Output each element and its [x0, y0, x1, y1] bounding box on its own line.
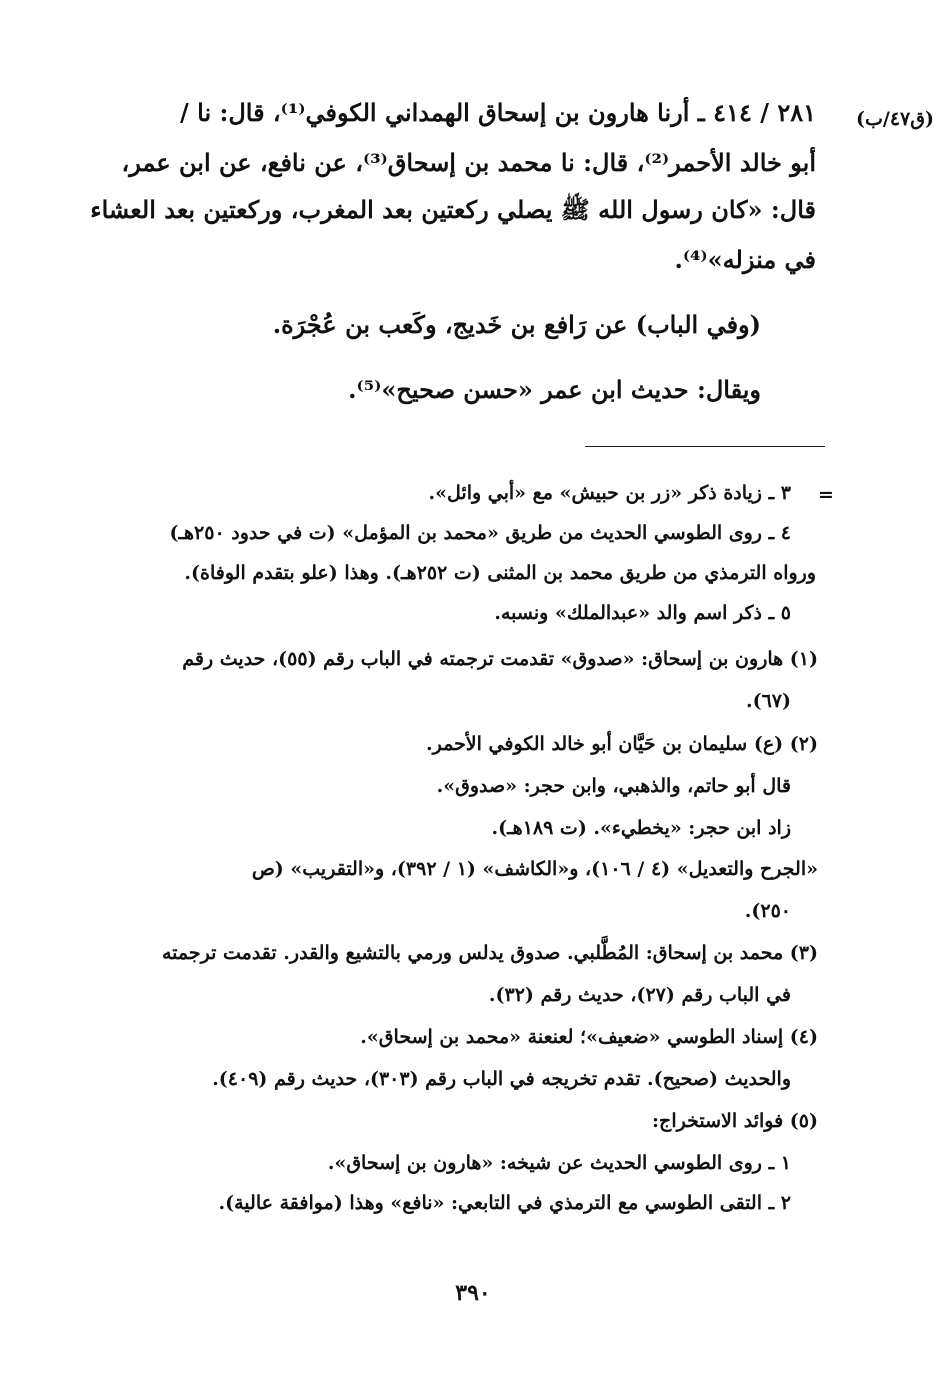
footnote-line: ٢٥٠). [744, 900, 791, 922]
footnote-line: زاد ابن حجر: «يخطيء». (ت ١٨٩هـ). [491, 817, 791, 839]
footnote-divider [585, 446, 825, 447]
main-text-line: أبو خالد الأحمر⁽²⁾، قال: نا محمد بن إسحاق⁽³⁾، عن نافع، عن ابن عمر، [121, 148, 816, 177]
footnote-line: ٥ ـ ذكر اسم والد «عبدالملك» ونسبه. [494, 602, 791, 624]
footnote-line: (١) هارون بن إسحاق: «صدوق» تقدمت ترجمته في الباب رقم (٥٥)، حديث رقم [182, 648, 818, 670]
continuation-mark: = [818, 484, 834, 506]
footnote-line: ١ ـ روى الطوسي الحديث عن شيخه: «هارون بن إسحاق». [327, 1152, 791, 1174]
footnote-line: ٢ ـ التقى الطوسي مع الترمذي في التابعي: «نافع» وهذا (موافقة عالية). [218, 1192, 791, 1214]
main-text-line: ويقال: حديث ابن عمر «حسن صحيح»⁽⁵⁾. [348, 375, 761, 404]
main-text-line: في منزله»⁽⁴⁾. [674, 245, 816, 274]
footnote-line: ٤ ـ روى الطوسي الحديث من طريق «محمد بن المؤمل» (ت في حدود ٢٥٠هـ) [169, 522, 791, 544]
manuscript-folio-reference: (ق٤٧/ب) [856, 108, 934, 130]
footnote-line: (٣) محمد بن إسحاق: المُطَّلبي. صدوق يدلس ورمي بالتشيع والقدر. تقدمت ترجمته [161, 942, 818, 964]
page-number: ٣٩٠ [455, 1280, 491, 1306]
footnote-line: ٣ ـ زيادة ذكر «زر بن حبيش» مع «أبي وائل». [428, 482, 791, 504]
footnote-line: (٢) (ع) سليمان بن حَيَّان أبو خالد الكوفي الأحمر. [425, 733, 818, 755]
footnote-line: قال أبو حاتم، والذهبي، وابن حجر: «صدوق». [436, 775, 791, 797]
main-text-line: (وفي الباب) عن رَافع بن خَديج، وكَعب بن عُجْرَة. [272, 310, 761, 339]
footnote-line: في الباب رقم (٢٧)، حديث رقم (٣٢). [488, 984, 791, 1006]
footnote-line: والحديث (صحيح). تقدم تخريجه في الباب رقم (٣٠٣)، حديث رقم (٤٠٩). [212, 1068, 791, 1090]
main-text-line: قال: «كان رسول الله ﷺ يصلي ركعتين بعد المغرب، وركعتين بعد العشاء [90, 195, 816, 224]
main-text-line: ٢٨١ / ٤١٤ ـ أرنا هارون بن إسحاق الهمداني الكوفي⁽¹⁾، قال: نا / [180, 98, 816, 127]
footnote-line: ورواه الترمذي من طريق محمد بن المثنى (ت ٢٥٢هـ). وهذا (علو بتقدم الوفاة). [184, 562, 816, 584]
footnote-line: (٦٧). [745, 690, 791, 712]
footnote-line: (٥) فوائد الاستخراج: [652, 1110, 818, 1132]
footnote-line: «الجرح والتعديل» (٤ / ١٠٦)، و«الكاشف» (١ / ٣٩٢)، و«التقريب» (ص [251, 858, 818, 880]
footnote-line: (٤) إسناد الطوسي «ضعيف»؛ لعنعنة «محمد بن إسحاق». [360, 1026, 818, 1048]
